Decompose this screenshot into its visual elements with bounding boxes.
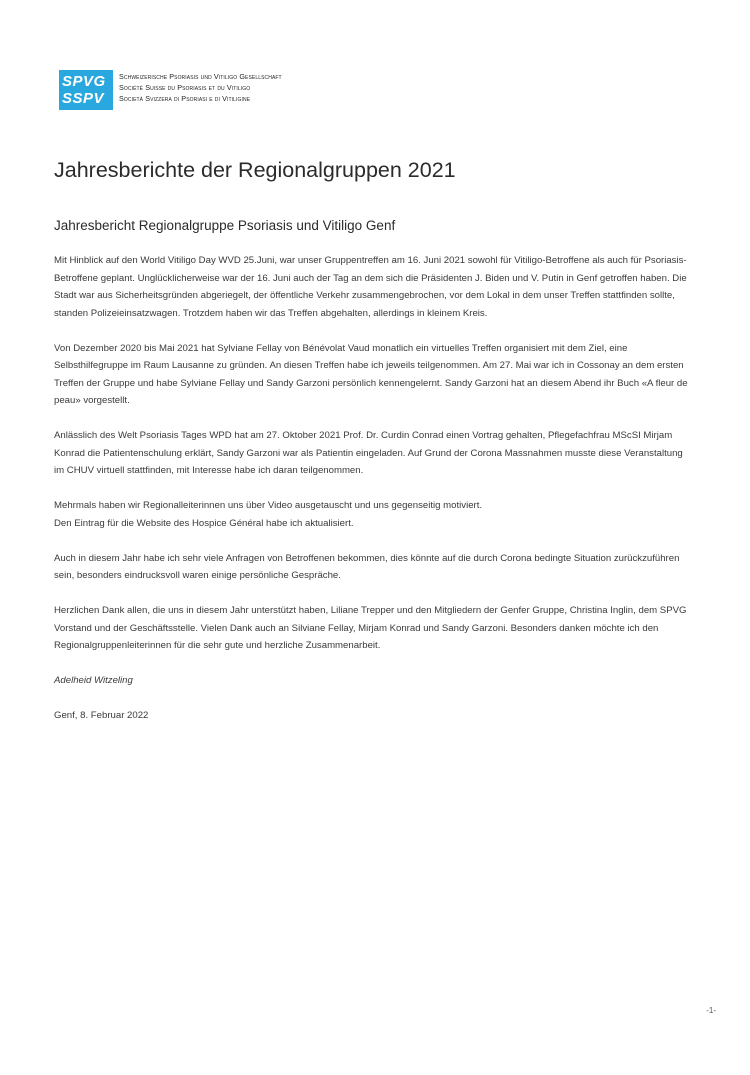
paragraph: Von Dezember 2020 bis Mai 2021 hat Sylviane Fellay von Bénévolat Vaud monatlich ein virtuelles Treffen organisiert mit dem Ziel, eine Selbsthilfegruppe im Raum Lausanne zu gründen. An diesen Treffen habe ich jeweils teilgenommen. Am 27. Mai war ich in Cossonay an dem ersten Treffen der Gruppe und habe Sylviane Fellay und Sandy Garzoni persönlich kennengelernt. Sandy Garzoni hat an diesem Abend ihr Buch «A fleur de peau» vorgestellt. <box>54 342 688 406</box>
paragraph: Auch in diesem Jahr habe ich sehr viele Anfragen von Betroffenen bekommen, dies könnte auf die durch Corona bedingte Situation zurückzuführen sein, besonders eindrucksvoll waren einige persönliche Gespräche. <box>54 552 680 581</box>
paragraph: Herzlichen Dank allen, die uns in diesem Jahr unterstützt haben, Liliane Trepper und den Mitgliedern der Genfer Gruppe, Christina Inglin, dem SPVG Vorstand und der Geschäftsstelle. Vielen Dank auch an Silviane Fellay, Mirjam Konrad und Sandy Garzoni. Besonders danken möchte ich den Regionalgruppenleiterinnen für die sehr gute und herzliche Zusammenarbeit. <box>54 605 687 651</box>
logo <box>59 70 113 110</box>
org-name-it: Società Svizzera di Psoriasi e di Vitiligine <box>119 94 251 103</box>
page-number: -1- <box>706 1006 716 1015</box>
signature: Adelheid Witzeling <box>54 675 133 686</box>
report-subtitle: Jahresbericht Regionalgruppe Psoriasis und Vitiligo Genf <box>54 218 396 233</box>
logo-line-1: SPVG <box>62 73 106 90</box>
org-name-de: Schweizerische Psoriasis und Vitiligo Gesellschaft <box>119 72 282 81</box>
place-date: Genf, 8. Februar 2022 <box>54 710 149 721</box>
paragraph: Anlässlich des Welt Psoriasis Tages WPD hat am 27. Oktober 2021 Prof. Dr. Curdin Conrad einen Vortrag gehalten, Pflegefachfrau MScSI Mirjam Konrad die Patientenschulung erklärt, Sandy Garzoni war als Patientin eingeladen. Auf Grund der Corona Massnahmen musste diese Veranstaltung im CHUV virtuell stattfinden, mit Interesse habe ich daran teilgenommen. <box>54 430 683 476</box>
paragraph: Mehrmals haben wir Regionalleiterinnen uns über Video ausgetauscht und uns gegenseitig motiviert. Den Eintrag für die Website des Hospice Général habe ich aktualisiert. <box>54 500 483 529</box>
page-title: Jahresberichte der Regionalgruppen 2021 <box>54 158 456 182</box>
logo-line-2: SSPV <box>62 90 105 107</box>
report-body <box>54 252 694 742</box>
organization-names <box>119 71 282 104</box>
org-name-fr: Société Suisse du Psoriasis et du Vitiligo <box>119 83 251 92</box>
paragraph: Mit Hinblick auf den World Vitiligo Day WVD 25.Juni, war unser Gruppentreffen am 16. Juni 2021 sowohl für Vitiligo-Betroffene als auch für Psoriasis-Betroffene geplant. Unglücklicherweise war der 16. Juni auch der Tag an dem sich die Präsidenten J. Biden und V. Putin in Genf getroffen haben. Die Stadt war aus Sicherheitsgründen abgeriegelt, der öffentliche Verkehr zusammengebrochen, vor dem Lokal in dem unser Treffen stattfinden sollte, standen Polizeieinsatzwagen. Trotzdem haben wir das Treffen abgehalten, allerdings in kleinem Kreis. <box>54 255 687 319</box>
